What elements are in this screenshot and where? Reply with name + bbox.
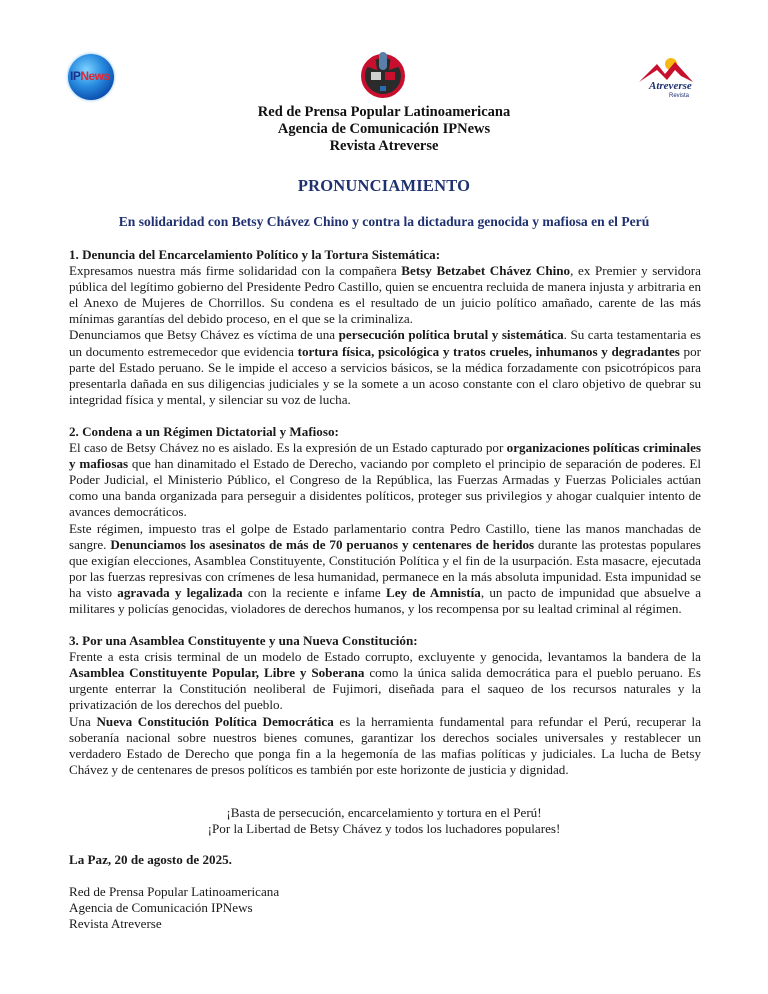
mountain-sun-logo [637,56,695,98]
body-text: , ex Premier y servidora pública del legítimo gobierno del Presidente Pedro Castillo, quien se encuentra recluida de manera injusta y arbitraria en el Anexo de Mujeres de Chorrillos. Su condena es el resultado de un juicio político amañado, carente de las más mínimas garantías del debido proceso, en el que se la criminaliza. [69,263,701,327]
paragraph [69,521,701,618]
slogan-line: ¡Por la Libertad de Betsy Chávez y todos los luchadores populares! [207,821,561,837]
body-text: como la única salida democrática para el pueblo peruano. Es urgente enterrar la Constitución neoliberal de Fujimori, diseñada para el saqueo de los recursos naturales y la privatización de los derechos del pueblo. [69,665,701,713]
body-text: Una [69,713,97,729]
document-body [69,247,701,778]
signatory: Agencia de Comunicación IPNews [69,900,253,916]
slogan-line: ¡Basta de persecución, encarcelamiento y tortura en el Perú! [226,805,542,820]
body-text: , un pacto de impunidad que absuelve a militares y policías genocidas, violadores de derechos humanos, y los recompensa por su lealtad criminal al régimen. [69,584,702,616]
body-text: Frente a esta crisis terminal de un modelo de Estado corrupto, excluyente y genocida, levantamos la bandera de la [69,649,701,665]
body-text: Expresamos nuestra más firme solidaridad con la compañera [69,263,402,279]
section-2 [69,424,701,617]
header-line-magazine: Revista Atreverse [329,138,439,154]
microphones-emblem-logo [357,48,409,100]
header-line-network: Red de Prensa Popular Latinoamericana [257,104,511,120]
svg-text:Revista: Revista [669,93,690,98]
emphasized-text: Ley de Amnistía [385,584,481,600]
ipnews-globe-logo [68,54,114,100]
document-subtitle: En solidaridad con Betsy Chávez Chino y contra la dictadura genocida y mafiosa en el Perú [118,214,650,229]
body-text: por parte del Estado peruano. Se le impide el acceso a servicios básicos, se la médica forzadamente con psicotrópicos para presentarla dañada en sus diligencias judiciales y se la somete a un acoso constante con el claro objetivo de quebrar su integridad física y mental, y silenciar su voz de lucha. [69,343,701,407]
ipnews-logo-ip-text: IP [70,69,81,83]
emphasized-text: agravada y legalizada [117,584,243,600]
ipnews-logo-news-text: News [80,69,110,83]
signatories [69,884,279,932]
section-heading: 2. Condena a un Régimen Dictatorial y Mafioso: [69,423,339,439]
paragraph [69,327,701,407]
paragraph [69,714,701,778]
organization-header [0,104,768,155]
body-text: durante las protestas populares que exigían elecciones, Asamblea Constituyente, Constitución Política y el fin de la usurpación. Esta masacre, ejecutada por las fuerzas represivas con crímenes de lesa humanidad, permanece en la más absoluta impunidad. Esta impunidad se ha visto [69,536,701,600]
body-text: Denunciamos que Betsy Chávez es víctima de una [69,327,339,343]
body-text: . Su carta testamentaria es un documento estremecedor que evidencia [69,327,701,359]
section-heading: 1. Denuncia del Encarcelamiento Político y la Tortura Sistemática: [69,247,441,262]
svg-text:Atreverse: Atreverse [649,80,692,92]
emphasized-text: tortura física, psicológica y tratos crueles, inhumanos y degradantes [297,343,680,359]
body-text: El caso de Betsy Chávez no es aislado. Es la expresión de un Estado capturado por [69,440,507,456]
signatory: Revista Atreverse [69,916,162,932]
signatory: Red de Prensa Popular Latinoamericana [69,884,280,900]
emphasized-text: Nueva Constitución Política Democrática [96,713,334,729]
logo-row [0,48,768,108]
body-text: Este régimen, impuesto tras el golpe de Estado parlamentario contra Pedro Castillo, tiene las manos manchadas de sangre. [69,520,701,552]
slogans [0,805,768,837]
section-heading: 3. Por una Asamblea Constituyente y una Nueva Constitución: [69,633,418,649]
emphasized-text: Asamblea Constituyente Popular, Libre y Soberana [69,665,365,681]
header-line-agency: Agencia de Comunicación IPNews [277,121,491,137]
body-text: que han dinamitado el Estado de Derecho, vaciando por completo el principio de separación de poderes. El Poder Judicial, el Ministerio Público, el Congreso de la República, las Fuerzas Armadas y Fuerzas Policiales actúan como una banda organizada para perseguir a disidentes políticos, proteger sus privilegios y ahogar cualquier intento de avances democráticos. [69,456,702,520]
body-text: con la reciente e infame [242,584,386,600]
section-3 [69,633,701,778]
emphasized-text: organizaciones políticas criminales y mafiosas [69,440,701,472]
closing-block [69,852,279,932]
emphasized-text: Betsy Betzabet Chávez Chino [401,263,571,279]
paragraph [69,440,701,520]
paragraph [69,649,701,713]
section-1 [69,247,701,408]
emphasized-text: persecución política brutal y sistemática [338,327,564,343]
body-text: es la herramienta fundamental para refundar el Perú, recuperar la soberanía nacional sobre nuestros bienes comunes, garantizar los derechos sociales universales y restablecer un verdadero Estado de Derecho que ponga fin a la hegemonía de las mafias políticas y judiciales. La lucha de Betsy Chávez y de centenares de presos políticos es también por este horizonte de justicia y dignidad. [69,713,702,777]
place-date: La Paz, 20 de agosto de 2025. [69,852,232,867]
paragraph [69,263,701,327]
document-title: PRONUNCIAMIENTO [297,176,471,195]
emphasized-text: Denunciamos los asesinatos de más de 70 peruanos y centenares de heridos [110,536,535,552]
